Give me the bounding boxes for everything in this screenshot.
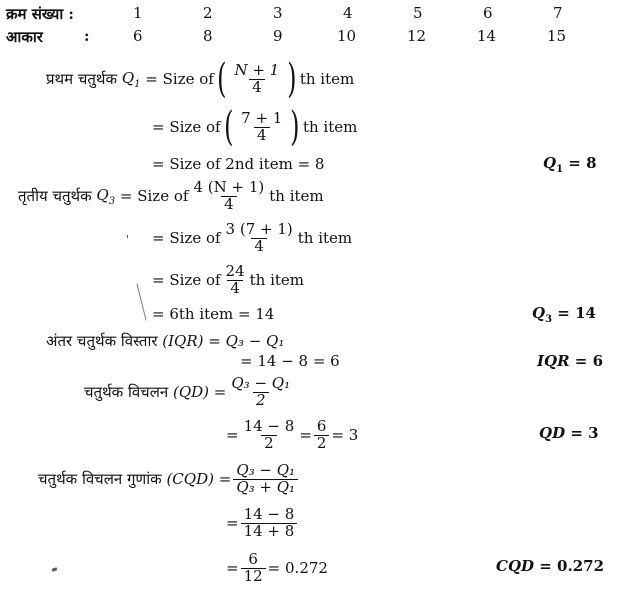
serial-cell: 4	[343, 4, 353, 22]
qd-fraction: $\frac{\text{Q₃ − Q₁}}{2}$	[231, 373, 291, 409]
q3-eq2-prefix: = Size of	[152, 229, 221, 247]
q3-result: $Q_3 = 14$	[532, 304, 596, 325]
iqr-line1	[46, 331, 284, 351]
q3-eq1-prefix: = Size of	[119, 187, 189, 205]
q1-eq1-suffix: th item	[299, 70, 355, 88]
serial-row-label: क्रम संख्या :	[6, 5, 74, 23]
qd-result: QD = 3	[539, 424, 599, 442]
serial-cell: 3	[273, 4, 283, 22]
q3-label: तृतीय चतुर्थक	[18, 187, 92, 205]
cqd-fraction-3: $\frac{6}{12}$	[241, 552, 266, 585]
size-cell: 6	[133, 27, 143, 45]
q3-line1	[18, 176, 324, 216]
cqd-label: चतुर्थक विचलन गुणांक	[38, 470, 162, 488]
cqd-line1: चतुर्थक विचलन गुणांक (CQD) = $\frac{\text{Q₃ − Q₁}}{\text{Q₃ + Q₁}}$	[38, 458, 300, 500]
q1-eq2-prefix: = Size of	[152, 118, 221, 136]
iqr-line2: = 14 − 8 = 6	[240, 352, 340, 370]
cqd-fraction: $\frac{\text{Q₃ − Q₁}}{\text{Q₃ + Q₁}}$	[233, 463, 298, 496]
q3-eq3-prefix: = Size of	[152, 271, 221, 289]
q3-symbol: $Q_3$	[96, 185, 116, 207]
scan-speck	[127, 235, 128, 238]
size-cell: 10	[337, 27, 357, 45]
q1-line2	[152, 106, 357, 148]
qd-label: चतुर्थक विचलन	[84, 383, 169, 401]
q1-line1	[46, 58, 354, 100]
qd-line1: चतुर्थक विचलन (QD) = $\frac{\text{Q₃ − Q₁}}{2}$	[84, 372, 295, 412]
serial-cell: 1	[133, 4, 143, 22]
cqd-abbr: (CQD)	[166, 470, 214, 488]
q1-eq2-fraction: ( $\frac{7 + 1}{4}$ )	[223, 104, 300, 150]
size-row-colon: :	[84, 27, 90, 45]
q1-eq1-fraction: ( $\frac{N + 1}{4}$ )	[216, 56, 297, 102]
scan-mark	[136, 283, 146, 320]
size-cell: 8	[203, 27, 213, 45]
iqr-result: IQR = 6	[537, 352, 604, 370]
qd-value: = 3	[331, 426, 359, 444]
q1-symbol: $Q_1$	[121, 68, 141, 90]
q1-label: प्रथम चतुर्थक	[46, 70, 118, 88]
serial-cell: 7	[553, 4, 563, 22]
q3-eq3-suffix: th item	[249, 271, 305, 289]
q3-line3	[152, 260, 304, 300]
cqd-fraction-2: $\frac{14 - 8}{14 + 8}$	[241, 507, 298, 540]
size-cell: 15	[547, 27, 567, 45]
serial-cell: 2	[203, 4, 213, 22]
q1-eq1-prefix: = Size of	[145, 70, 214, 88]
q3-eq3-fraction: $\frac{24}{4}$	[225, 261, 245, 297]
q3-eq1-suffix: th item	[269, 187, 324, 205]
q1-eq2-suffix: th item	[302, 118, 358, 136]
serial-cell: 6	[483, 4, 493, 22]
q1-result: $Q_1 = 8$	[543, 154, 597, 175]
qd-fraction-a: $\frac{14 - 8}{2}$	[243, 416, 295, 452]
iqr-abbr: (IQR)	[162, 332, 204, 350]
size-cell: 9	[273, 27, 283, 45]
cqd-value: = 0.272	[267, 559, 328, 577]
q3-line2	[152, 218, 352, 258]
q1-line3: = Size of 2nd item = 8	[152, 155, 325, 173]
iqr-formula: = Q₃ − Q₁	[208, 332, 285, 350]
size-row-label: आकार	[6, 28, 43, 46]
cqd-line3: = $\frac{6}{12}$ = 0.272	[226, 549, 328, 585]
cqd-line2: = $\frac{14 - 8}{14 + 8}$	[226, 503, 299, 543]
q3-eq2-fraction: $\frac{3 (7 + 1)}{4}$	[225, 219, 293, 255]
iqr-label: अंतर चतुर्थक विस्तार	[46, 332, 158, 350]
q3-line4: = 6th item = 14	[152, 305, 275, 323]
qd-fraction-b: $\frac{6}{2}$	[314, 419, 330, 452]
size-cell: 14	[477, 27, 497, 45]
qd-line2: = $\frac{14 - 8}{2}$ = $\frac{6}{2}$ = 3	[226, 416, 359, 452]
qd-abbr: (QD)	[172, 383, 210, 401]
size-cell: 12	[407, 27, 427, 45]
scan-speck	[52, 567, 58, 572]
q3-eq2-suffix: th item	[297, 229, 353, 247]
q3-eq1-fraction: $\frac{4 (N + 1)}{4}$	[193, 177, 265, 213]
serial-cell: 5	[413, 4, 423, 22]
cqd-result: CQD = 0.272	[496, 557, 605, 575]
